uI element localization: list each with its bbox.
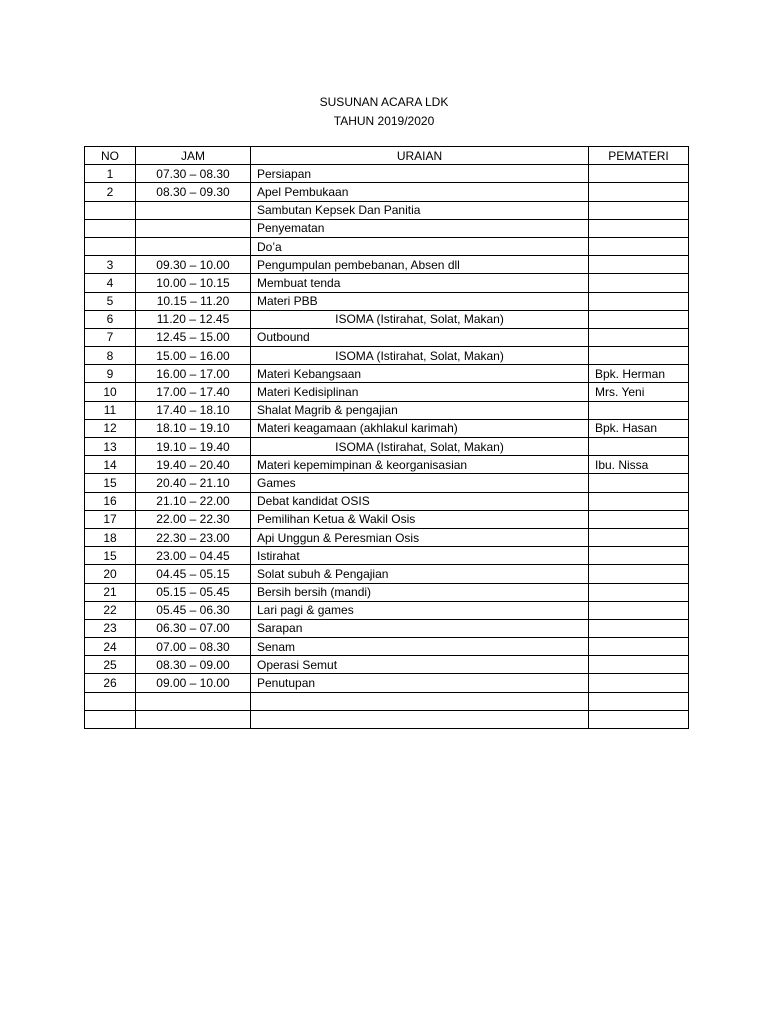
table-row [85,201,689,219]
cell-uraian: Persiapan [251,165,589,183]
document-title: SUSUNAN ACARA LDK [319,95,449,109]
cell-jam: 19.40 – 20.40 [136,456,251,474]
cell-uraian: Istirahat [251,547,589,565]
cell-no: 6 [85,310,136,328]
cell-pemateri [589,165,689,183]
cell-uraian: Materi keagamaan (akhlakul karimah) [251,419,589,437]
cell-uraian: Sarapan [251,619,589,637]
table-row [85,274,689,292]
table-row [85,328,689,346]
cell-no: 22 [85,601,136,619]
cell-uraian [251,692,589,710]
cell-pemateri [589,256,689,274]
cell-jam: 10.00 – 10.15 [136,274,251,292]
table-row [85,419,689,437]
table-row [85,710,689,728]
cell-pemateri [589,692,689,710]
cell-uraian: Operasi Semut [251,656,589,674]
cell-no: 16 [85,492,136,510]
cell-jam: 11.20 – 12.45 [136,310,251,328]
table-row [85,510,689,528]
cell-uraian: Pemilihan Ketua & Wakil Osis [251,510,589,528]
cell-jam [136,201,251,219]
cell-uraian: Pengumpulan pembebanan, Absen dll [251,256,589,274]
cell-no: 5 [85,292,136,310]
cell-no: 24 [85,638,136,656]
cell-jam: 10.15 – 11.20 [136,292,251,310]
cell-no: 17 [85,510,136,528]
cell-jam: 08.30 – 09.30 [136,183,251,201]
cell-uraian: Solat subuh & Pengajian [251,565,589,583]
table-row [85,383,689,401]
table-row [85,528,689,546]
table-row [85,547,689,565]
cell-uraian: Debat kandidat OSIS [251,492,589,510]
cell-jam: 23.00 – 04.45 [136,547,251,565]
table-row [85,492,689,510]
cell-jam: 07.30 – 08.30 [136,165,251,183]
cell-jam: 05.45 – 06.30 [136,601,251,619]
cell-pemateri [589,219,689,237]
cell-jam: 21.10 – 22.00 [136,492,251,510]
cell-uraian: Penyematan [251,219,589,237]
cell-no: 14 [85,456,136,474]
cell-pemateri: Mrs. Yeni [589,383,689,401]
schedule-body [85,165,689,729]
cell-pemateri [589,292,689,310]
cell-uraian: Apel Pembukaan [251,183,589,201]
table-row [85,583,689,601]
table-row [85,674,689,692]
cell-no: 15 [85,547,136,565]
cell-uraian: ISOMA (Istirahat, Solat, Makan) [251,438,589,456]
cell-uraian: Api Unggun & Peresmian Osis [251,528,589,546]
cell-pemateri [589,619,689,637]
cell-pemateri [589,638,689,656]
cell-no: 23 [85,619,136,637]
cell-pemateri [589,274,689,292]
cell-pemateri [589,674,689,692]
cell-no: 18 [85,528,136,546]
cell-pemateri [589,438,689,456]
cell-pemateri [589,583,689,601]
cell-jam: 09.30 – 10.00 [136,256,251,274]
cell-pemateri [589,565,689,583]
header-jam: JAM [136,147,251,165]
table-header-row [85,147,689,165]
cell-uraian: Materi PBB [251,292,589,310]
cell-jam: 22.30 – 23.00 [136,528,251,546]
cell-uraian: Materi Kebangsaan [251,365,589,383]
cell-pemateri [589,328,689,346]
table-row [85,256,689,274]
cell-jam: 08.30 – 09.00 [136,656,251,674]
cell-pemateri [589,528,689,546]
cell-uraian: Penutupan [251,674,589,692]
cell-jam: 18.10 – 19.10 [136,419,251,437]
schedule-table [84,146,689,729]
cell-no: 4 [85,274,136,292]
cell-no [85,237,136,255]
table-row [85,401,689,419]
table-row [85,638,689,656]
cell-pemateri [589,183,689,201]
cell-pemateri [589,492,689,510]
table-row [85,365,689,383]
cell-jam: 12.45 – 15.00 [136,328,251,346]
cell-no: 12 [85,419,136,437]
cell-no: 20 [85,565,136,583]
cell-jam: 09.00 – 10.00 [136,674,251,692]
cell-no: 11 [85,401,136,419]
table-row [85,692,689,710]
cell-pemateri [589,401,689,419]
table-row [85,219,689,237]
table-row [85,438,689,456]
cell-uraian: Do’a [251,237,589,255]
cell-no [85,692,136,710]
cell-uraian: Games [251,474,589,492]
cell-uraian: Senam [251,638,589,656]
table-row [85,456,689,474]
table-row [85,292,689,310]
cell-uraian: ISOMA (Istirahat, Solat, Makan) [251,347,589,365]
cell-no: 3 [85,256,136,274]
cell-no: 8 [85,347,136,365]
cell-jam: 22.00 – 22.30 [136,510,251,528]
header-pemateri: PEMATERI [589,147,689,165]
header-no: NO [85,147,136,165]
cell-no: 7 [85,328,136,346]
cell-pemateri: Bpk. Herman [589,365,689,383]
cell-pemateri [589,656,689,674]
table-row [85,619,689,637]
cell-jam: 07.00 – 08.30 [136,638,251,656]
cell-pemateri [589,347,689,365]
cell-jam: 06.30 – 07.00 [136,619,251,637]
cell-pemateri: Bpk. Hasan [589,419,689,437]
cell-jam [136,692,251,710]
cell-pemateri [589,710,689,728]
cell-uraian: Materi kepemimpinan & keorganisasian [251,456,589,474]
cell-jam: 19.10 – 19.40 [136,438,251,456]
cell-no: 13 [85,438,136,456]
cell-jam [136,710,251,728]
table-row [85,347,689,365]
cell-no: 25 [85,656,136,674]
document-subtitle: TAHUN 2019/2020 [333,114,435,128]
table-row [85,237,689,255]
cell-jam [136,219,251,237]
cell-no: 15 [85,474,136,492]
table-row [85,310,689,328]
cell-uraian: Bersih bersih (mandi) [251,583,589,601]
cell-uraian: Shalat Magrib & pengajian [251,401,589,419]
table-row [85,565,689,583]
cell-no [85,710,136,728]
cell-pemateri [589,310,689,328]
cell-jam: 17.40 – 18.10 [136,401,251,419]
cell-jam: 17.00 – 17.40 [136,383,251,401]
cell-pemateri [589,201,689,219]
cell-jam: 16.00 – 17.00 [136,365,251,383]
cell-no: 21 [85,583,136,601]
cell-uraian: Membuat tenda [251,274,589,292]
cell-jam: 15.00 – 16.00 [136,347,251,365]
cell-uraian: Outbound [251,328,589,346]
table-row [85,601,689,619]
table-row [85,474,689,492]
cell-pemateri [589,547,689,565]
cell-no: 2 [85,183,136,201]
cell-no: 10 [85,383,136,401]
cell-no: 9 [85,365,136,383]
cell-uraian: ISOMA (Istirahat, Solat, Makan) [251,310,589,328]
cell-jam: 04.45 – 05.15 [136,565,251,583]
cell-pemateri [589,510,689,528]
cell-uraian: Lari pagi & games [251,601,589,619]
cell-jam: 20.40 – 21.10 [136,474,251,492]
cell-uraian: Sambutan Kepsek Dan Panitia [251,201,589,219]
table-row [85,183,689,201]
cell-pemateri: Ibu. Nissa [589,456,689,474]
cell-no [85,219,136,237]
cell-jam: 05.15 – 05.45 [136,583,251,601]
cell-uraian: Materi Kedisiplinan [251,383,589,401]
cell-no [85,201,136,219]
cell-uraian [251,710,589,728]
cell-no: 1 [85,165,136,183]
table-row [85,165,689,183]
cell-pemateri [589,237,689,255]
cell-pemateri [589,601,689,619]
cell-no: 26 [85,674,136,692]
table-row [85,656,689,674]
cell-pemateri [589,474,689,492]
document-title-block [0,93,768,131]
cell-jam [136,237,251,255]
header-uraian: URAIAN [251,147,589,165]
